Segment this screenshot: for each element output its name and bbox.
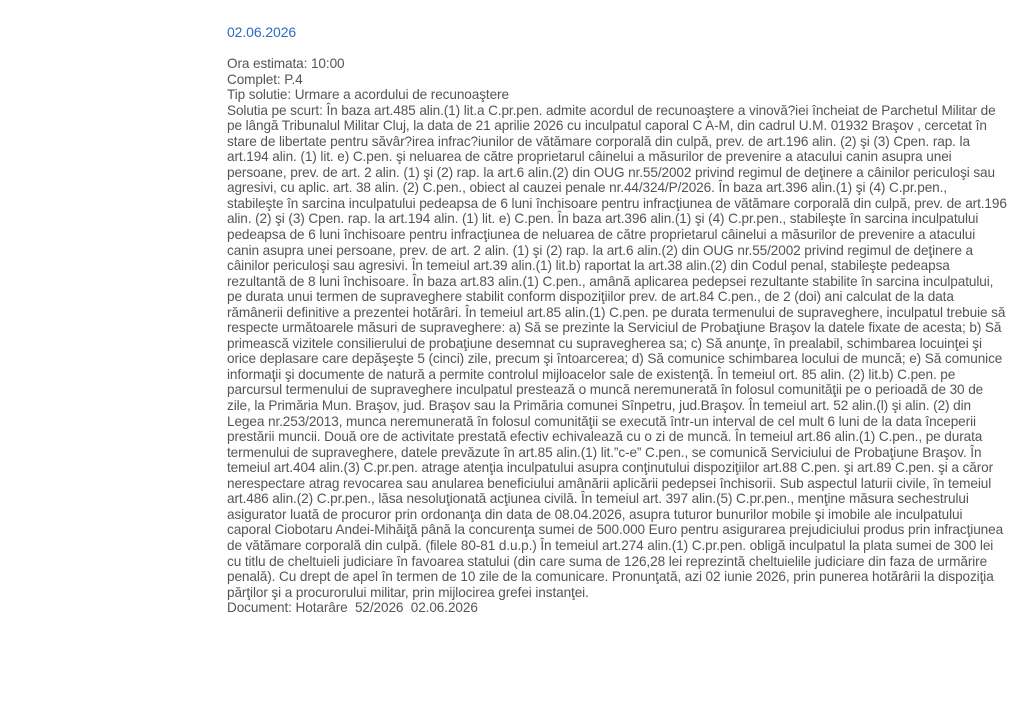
- estimated-time-value: 10:00: [310, 56, 345, 71]
- solution-type-value: Urmare a acordului de recunoaştere: [294, 87, 509, 103]
- document-value: Hotarâre 52/2026 02.06.2026: [295, 600, 478, 616]
- panel-value: P.4: [284, 71, 303, 87]
- spacer: [227, 42, 1007, 56]
- panel-label: Complet:: [227, 71, 285, 87]
- hearing-record: [227, 22, 1007, 616]
- estimated-time-label: Ora estimata:: [227, 56, 311, 71]
- document-row: [227, 600, 1007, 616]
- solution-summary: [227, 103, 1007, 601]
- panel-row: [227, 72, 1007, 88]
- solution-type-row: [227, 87, 1007, 103]
- estimated-time-row: [227, 56, 1007, 72]
- document-label: Document:: [227, 600, 296, 616]
- hearing-date-link[interactable]: 02.06.2026: [227, 24, 297, 40]
- solution-summary-text: În baza art.485 alin.(1) lit.a C.pr.pen. admite acordul de recunoaştere a vinovă?iei încheiat de Parchetul Militar de pe lângă Tribunalul Militar Cluj, la data de 21 aprilie 2026 cu inculpatul caporal C A-M, din cadrul U.M. 01932 Braşov , cercetat în stare de libertate pentru săvâr?irea infrac?iunilor de vătămare corporală din culpă, prev. de art.196 alin. (2) şi (3) Cpen. rap. la art.194 alin. (1) lit. e) C.pen. şi neluarea de către proprietarul câinelui a măsurilor de prevenire a atacului canin asupra unei persoane, prev. de art. 2 alin. (1) şi (2) rap. la art.6 alin.(2) din OUG nr.55/2002 privind regimul de deţinere a câinilor periculoşi sau agresivi, cu aplic. art. 38 alin. (2) C.pen., obiect al cauzei penale nr.44/324/P/2026. În baza art.396 alin.(1) şi (4) C.pr.pen., stabileşte în sarcina inculpatului pedeapsa de 6 luni închisoare pentru infracţiunea de vătămare corporală din culpă, prev. de art.196 alin. (2) şi (3) Cpen. rap. la art.194 alin. (1) lit. e) C.pen. În baza art.396 alin.(1) şi (4) C.pr.pen., stabileşte în sarcina inculpatului pedeapsa de 6 luni închisoare pentru infracţiunea de neluarea de către proprietarul câinelui a măsurilor de prevenire a atacului canin asupra unei persoane, prev. de art. 2 alin. (1) şi (2) rap. la art.6 alin.(2) din OUG nr.55/2002 privind regimul de deţinere a câinilor periculoşi sau agresivi. În temeiul art.39 alin.(1) lit.b) raportat la art.38 alin.(2) din Codul penal, stabileşte pedeapsa rezultantă de 8 luni închisoare. În baza art.83 alin.(1) C.pen., amână aplicarea pedepsei rezultante stabilite în sarcina inculpatului, pe durata unui termen de supraveghere stabilit conform dispoziţiilor prev. de art.84 C.pen., de 2 (doi) ani calculat de la data rămânerii definitive a prezentei hotărâri. În temeiul art.85 alin.(1) C.pen. pe durata termenului de supraveghere, inculpatul trebuie să respecte următoarele măsuri de supraveghere: a) Să se prezinte la Serviciul de Probaţiune Braşov la datele fixate de acesta; b) Să primească vizitele consilierului de probaţiune desemnat cu supravegherea sa; c) Să anunţe, în prealabil, schimbarea locuinţei şi orice deplasare care depăşeşte 5 (cinci) zile, precum şi întoarcerea; d) Să comunice schimbarea locului de muncă; e) Să comunice informaţii şi documente de natură a permite controlul mijloacelor sale de existenţă. În temeiul ort. 85 alin. (2) lit.b) C.pen. pe parcursul termenului de supraveghere inculpatul prestează o muncă neremunerată în folosul comunităţii pe o perioadă de 30 de zile, la Primăria Mun. Braşov, jud. Braşov sau la Primăria comunei Sînpetru, jud.Braşov. În temeiul art. 52 alin.(l) şi alin. (2) din Legea nr.253/2013, munca neremunerată în folosul comunităţii se execută într-un interval de cel mult 6 luni de la data începerii prestării muncii. Două ore de activitate prestată efectiv echivalează cu o zi de muncă. În temeiul art.86 alin.(1) C.pen., pe durata termenului de supraveghere, datele prevăzute în art.85 alin.(1) lit.”c-e” C.pen., se comunică Serviciului de Probaţiune Braşov. În temeiul art.404 alin.(3) C.pr.pen. atrage atenţia inculpatului asupra conţinutului dispoziţiilor art.88 C.pen. şi art.89 C.pen. şi a căror nerespectare atrag revocarea sau anularea beneficiului amânării aplicării pedepsei închisorii. Sub aspectul laturii civile, în temeiul art.486 alin.(2) C.pr.pen., lăsa nesoluţionată acţiunea civilă. În temeiul art. 397 alin.(5) C.pr.pen., menţine măsura sechestrului asigurator luată de procuror prin ordonanţa din data de 08.04.2026, asupra tuturor bunurilor mobile şi imobile ale inculpatului caporal Ciobotaru Andei-Mihăiţă până la concurenţa sumei de 500.000 Euro pentru asigurarea prejudiciului produs prin infracţiunea de vătămare corporală din culpă. (filele 80-81 d.u.p.) În temeiul art.274 alin.(1) C.pr.pen. obligă inculpatul la plata sumei de 300 lei cu titlu de cheltuieli judiciare în favoarea statului (din care suma de 126,28 lei reprezintă cheltuielile judiciare din faza de urmărire penală). Cu drept de apel în termen de 10 zile de la comunicare. Pronunţată, azi 02 iunie 2026, prin punerea hotărârii la dispoziţia părţilor şi a procurorului militar, prin mijlocirea grefei instanţei.: [227, 102, 1007, 600]
- solution-summary-label: Solutia pe scurt:: [227, 102, 327, 118]
- solution-type-label: Tip solutie:: [227, 87, 295, 103]
